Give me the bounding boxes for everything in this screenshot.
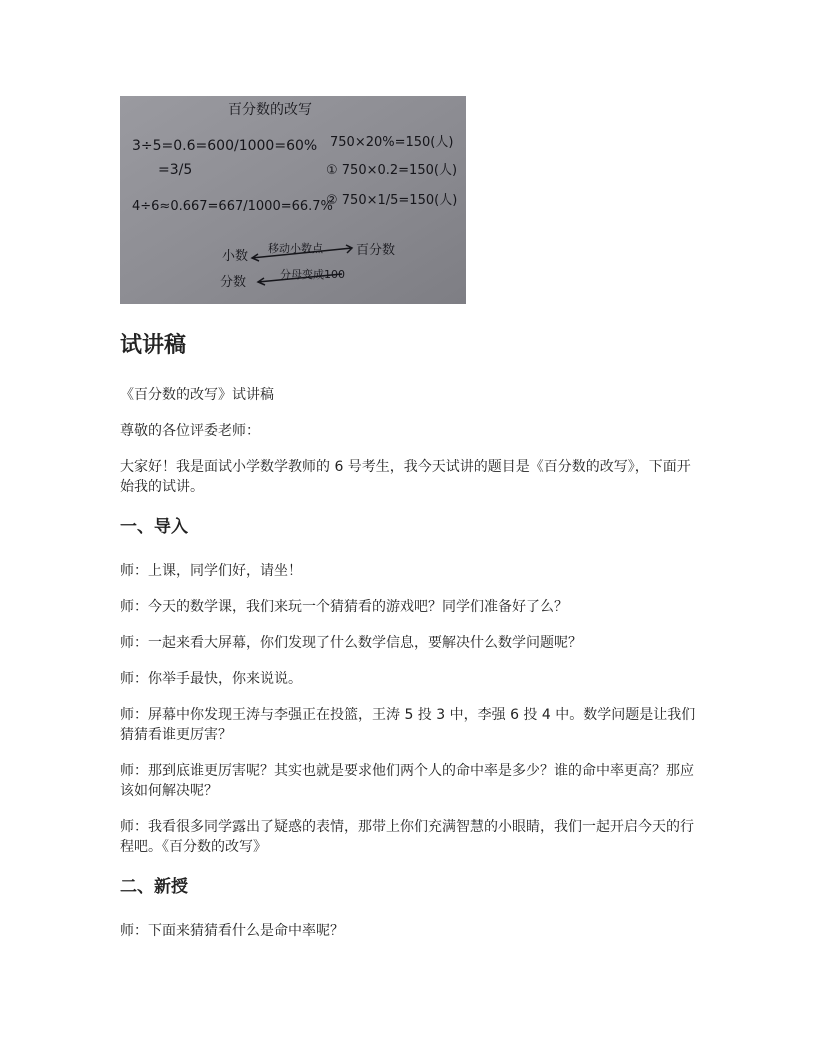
section-heading-new-lesson: 二、新授 — [120, 877, 188, 897]
paragraph-class-begin: 师：上课，同学们好，请坐！ — [120, 563, 302, 579]
notes-bottom1-left: 小数 — [222, 249, 249, 264]
notes-bottom1-mid: 移动小数点 — [268, 242, 323, 255]
notes-right-2: ① 750×0.2=150(人) — [326, 163, 458, 178]
notes-bottom2-left: 分数 — [220, 275, 247, 290]
document-content — [120, 96, 700, 941]
document-title: 试讲稿 — [120, 333, 187, 358]
paragraph-journey: 师：我看很多同学露出了疑惑的表情，那带上你们充满智慧的小眼睛，我们一起开启今天的行程吧。《百分数的改写》 — [120, 819, 694, 855]
paragraph-hit-rate: 师：那到底谁更厉害呢？其实也就是要求他们两个人的命中率是多少？谁的命中率更高？那应该如何解决呢？ — [120, 763, 694, 799]
notes-right-1: 750×20%=150(人) — [330, 135, 454, 150]
paragraph-what-is-hit-rate: 师：下面来猜猜看什么是命中率呢？ — [120, 923, 344, 939]
paragraph-intro: 大家好！我是面试小学数学教师的 6 号考生，我今天试讲的题目是《百分数的改写》，下面开始我的试讲。 — [120, 459, 691, 495]
notes-line-1: 3÷5=0.6=600/1000=60% — [132, 138, 318, 154]
paragraph-screen: 师：一起来看大屏幕，你们发现了什么数学信息，要解决什么数学问题呢？ — [120, 635, 582, 651]
paragraph-game: 师：今天的数学课，我们来玩一个猜猜看的游戏吧？同学们准备好了么？ — [120, 599, 568, 615]
notes-right-3: ② 750×1/5=150(人) — [326, 193, 458, 208]
section-heading-intro: 一、导入 — [120, 517, 188, 537]
notes-heading: 百分数的改写 — [228, 102, 312, 118]
notes-drawing — [120, 96, 466, 304]
paragraph-greeting: 尊敬的各位评委老师： — [120, 423, 260, 439]
notes-bottom2-mid: 分母变成100 — [280, 268, 345, 281]
notes-line-3: 4÷6≈0.667=667/1000=66.7% — [132, 199, 333, 214]
paragraph-raise-hand: 师：你举手最快，你来说说。 — [120, 671, 302, 687]
notes-bottom1-right: 百分数 — [356, 243, 396, 258]
paragraph-lecture-title: 《百分数的改写》试讲稿 — [120, 387, 274, 403]
notes-line-2: =3/5 — [158, 162, 193, 178]
handwritten-notes-photo — [120, 96, 466, 304]
paragraph-basketball: 师：屏幕中你发现王涛与李强正在投篮，王涛 5 投 3 中，李强 6 投 4 中。数学问题是让我们猜猜看谁更厉害？ — [120, 707, 696, 743]
